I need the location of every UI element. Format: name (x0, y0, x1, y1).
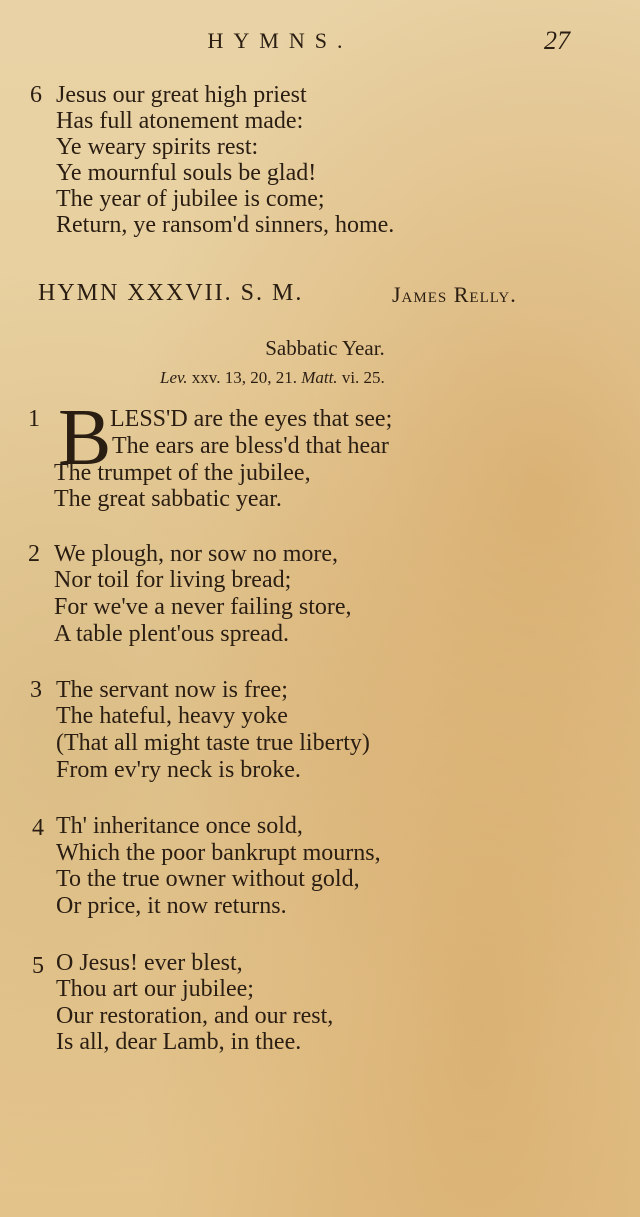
hymn-heading: HYMN XXXVII. S. M. (38, 280, 304, 306)
verse-number-1: 1 (28, 406, 40, 432)
verse-line: The great sabbatic year. (54, 486, 282, 512)
verse-line: LESS'D are the eyes that see; (110, 406, 393, 432)
reference-matt-verses: vi. 25. (341, 368, 385, 387)
verse-line: The servant now is free; (56, 677, 288, 703)
verse-line: To the true owner without gold, (56, 866, 360, 892)
drop-cap: B (58, 394, 112, 482)
verse-number-4: 4 (32, 815, 44, 841)
verse-number-3: 3 (30, 677, 42, 703)
hymn-subtitle: Sabbatic Year. (265, 336, 385, 360)
verse-line: Has full atonement made: (56, 108, 304, 134)
verse-line: Which the poor bankrupt mourns, (56, 840, 381, 866)
verse-line: The hateful, heavy yoke (56, 703, 288, 729)
verse-line: Or price, it now returns. (56, 893, 287, 919)
verse-line: For we've a never failing store, (54, 594, 352, 620)
reference-lev-verses: xxv. 13, 20, 21. (191, 368, 297, 387)
verse-line: From ev'ry neck is broke. (56, 757, 301, 783)
page-number: 27 (544, 26, 570, 55)
verse-number-6: 6 (30, 82, 42, 108)
verse-line: Our restoration, and our rest, (56, 1003, 334, 1029)
verse-line: Jesus our great high priest (56, 82, 307, 108)
verse-line: Ye mournful souls be glad! (56, 160, 317, 186)
verse-line: Nor toil for living bread; (54, 567, 292, 593)
verse-number-5: 5 (32, 953, 44, 979)
verse-number-2: 2 (28, 541, 40, 567)
verse-line: O Jesus! ever blest, (56, 950, 243, 976)
verse-line: Ye weary spirits rest: (56, 134, 259, 160)
verse-line: The trumpet of the jubilee, (54, 460, 311, 486)
reference-book-lev: Lev. (160, 368, 188, 387)
verse-line: (That all might taste true liberty) (56, 730, 370, 756)
running-title: HYMNS. (207, 28, 353, 53)
verse-line: Is all, dear Lamb, in thee. (56, 1029, 302, 1055)
verse-line: The year of jubilee is come; (56, 186, 325, 212)
verse-line: Th' inheritance once sold, (56, 813, 303, 839)
scripture-reference (160, 368, 385, 388)
verse-line: We plough, nor sow no more, (54, 541, 339, 567)
verse-line: Return, ye ransom'd sinners, home. (56, 212, 395, 238)
verse-line: The ears are bless'd that hear (112, 433, 389, 459)
verse-line: A table plent'ous spread. (54, 621, 289, 647)
reference-book-matt: Matt. (301, 368, 338, 387)
hymn-author: James Relly. (392, 282, 517, 307)
verse-line: Thou art our jubilee; (56, 976, 254, 1002)
